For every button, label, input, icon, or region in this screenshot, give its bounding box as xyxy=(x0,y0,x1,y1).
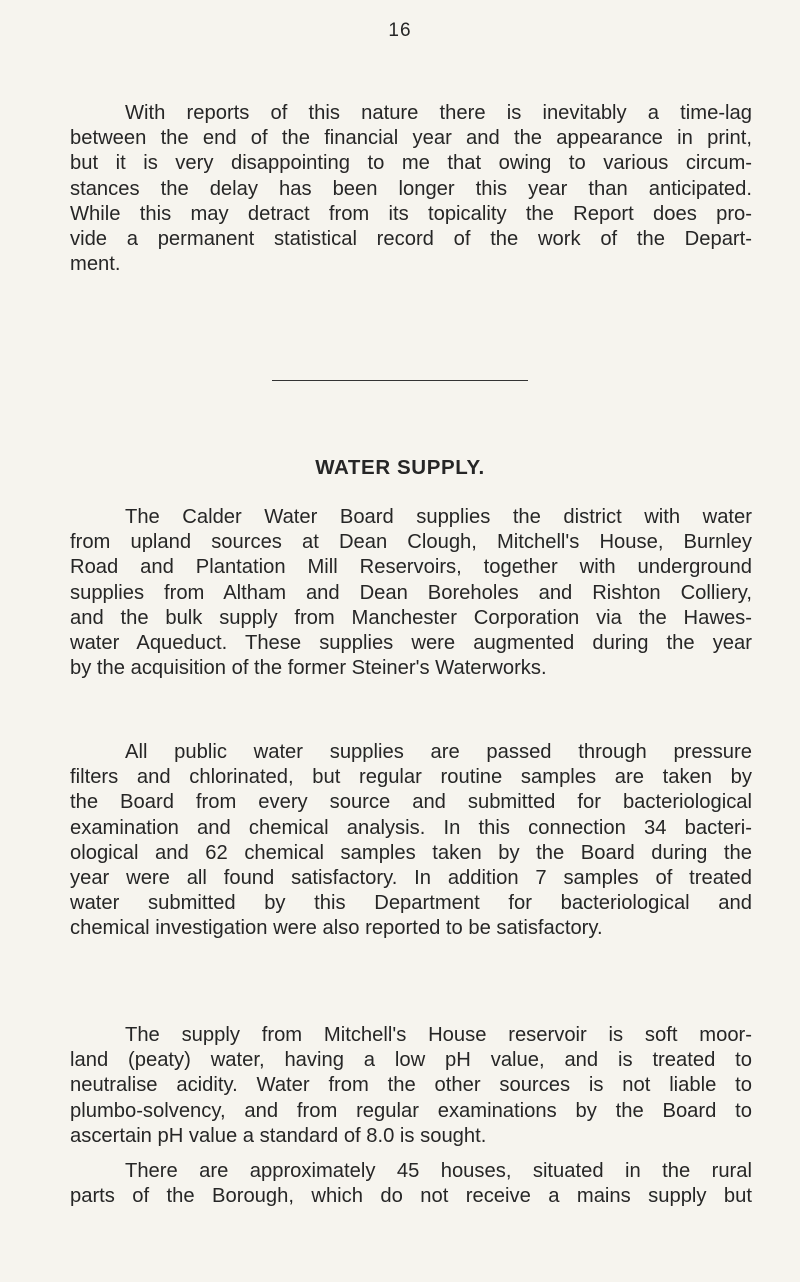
rural-houses-paragraph xyxy=(70,1159,752,1209)
paragraph-line: from upland sources at Dean Clough, Mitchell's House, Burnley xyxy=(70,531,752,554)
paragraph-line: neutralise acidity. Water from the other sources is not liable to xyxy=(70,1074,752,1097)
paragraph-line: The supply from Mitchell's House reservoir is soft moor- xyxy=(125,1024,752,1046)
paragraph-line: chemical investigation were also reported to be satisfactory. xyxy=(70,917,603,940)
paragraph-line: year were all found satisfactory. In addition 7 samples of treated xyxy=(70,867,752,890)
paragraph-line: stances the delay has been longer this year than anticipated. xyxy=(70,177,752,200)
intro-paragraph xyxy=(70,101,752,277)
paragraph-line: Road and Plantation Mill Reservoirs, together with underground xyxy=(70,556,752,579)
paragraph-line: between the end of the financial year and the appearance in print, xyxy=(70,127,752,150)
paragraph-line: land (peaty) water, having a low pH value, and is treated to xyxy=(70,1049,752,1072)
paragraph-line: ological and 62 chemical samples taken by the Board during the xyxy=(70,841,752,864)
paragraph-line: All public water supplies are passed through pressure xyxy=(125,741,752,763)
paragraph-line: plumbo-solvency, and from regular examinations by the Board to xyxy=(70,1099,752,1122)
paragraph-line: but it is very disappointing to me that owing to various circum- xyxy=(70,152,752,175)
water-sources-paragraph xyxy=(70,505,752,681)
paragraph-line: There are approximately 45 houses, situated in the rural xyxy=(125,1160,752,1182)
paragraph-line: The Calder Water Board supplies the district with water xyxy=(125,506,752,528)
section-heading: WATER SUPPLY. xyxy=(315,456,485,479)
paragraph-line: ascertain pH value a standard of 8.0 is sought. xyxy=(70,1124,487,1147)
paragraph-line: the Board from every source and submitted for bacteriological xyxy=(70,791,752,814)
paragraph-line: With reports of this nature there is inevitably a time-lag xyxy=(125,102,752,124)
paragraph-line: examination and chemical analysis. In this connection 34 bacteri- xyxy=(70,816,752,839)
paragraph-line: and the bulk supply from Manchester Corporation via the Hawes- xyxy=(70,606,752,629)
sampling-paragraph xyxy=(70,740,752,942)
page-number: 16 xyxy=(388,20,412,41)
paragraph-line: by the acquisition of the former Steiner's Waterworks. xyxy=(70,657,547,680)
paragraph-line: water submitted by this Department for bacteriological and xyxy=(70,892,752,915)
paragraph-line: parts of the Borough, which do not receive a mains supply but xyxy=(70,1185,752,1208)
paragraph-line: water Aqueduct. These supplies were augmented during the year xyxy=(70,632,752,655)
paragraph-line: vide a permanent statistical record of the work of the Depart- xyxy=(70,228,752,251)
ph-treatment-paragraph xyxy=(70,1023,752,1149)
section-divider xyxy=(272,380,528,381)
paragraph-line: While this may detract from its topicality the Report does pro- xyxy=(70,202,752,225)
paragraph-line: filters and chlorinated, but regular routine samples are taken by xyxy=(70,766,752,789)
paragraph-line: ment. xyxy=(70,253,121,276)
paragraph-line: supplies from Altham and Dean Boreholes and Rishton Colliery, xyxy=(70,581,752,604)
